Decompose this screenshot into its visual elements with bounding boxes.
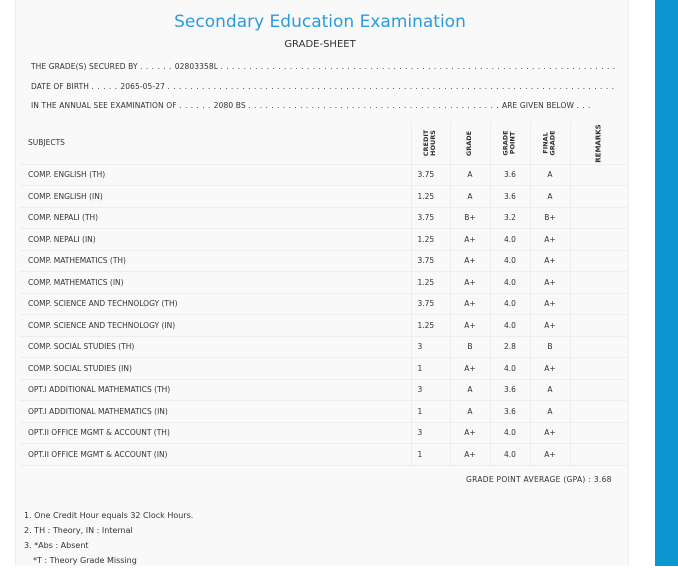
credit-hours-cell: 3.75 — [411, 250, 450, 272]
final-grade-cell: A+ — [530, 229, 570, 251]
grade-point-cell: 4.0 — [490, 272, 530, 294]
subject-cell: COMP. SCIENCE AND TECHNOLOGY (TH) — [20, 293, 411, 315]
subject-cell: COMP. ENGLISH (TH) — [20, 164, 411, 186]
remarks-cell — [570, 293, 627, 315]
grade-cell: A+ — [450, 250, 490, 272]
table-row — [20, 336, 627, 358]
side-accent-bar — [655, 0, 678, 566]
note-item: 1. One Credit Hour equals 32 Clock Hours. — [24, 511, 194, 520]
credit-hours-header: CREDIT HOURS — [411, 122, 450, 164]
credit-hours-cell: 1 — [411, 444, 450, 466]
grade-cell: A+ — [450, 315, 490, 337]
remarks-cell — [570, 207, 627, 229]
subject-cell: OPT.II OFFICE MGMT & ACCOUNT (IN) — [20, 444, 411, 466]
subject-cell: OPT.I ADDITIONAL MATHEMATICS (IN) — [20, 401, 411, 423]
table-header-row — [20, 122, 627, 164]
remarks-cell — [570, 272, 627, 294]
grade-point-cell: 4.0 — [490, 229, 530, 251]
credit-hours-cell: 1 — [411, 401, 450, 423]
gpa-label: GRADE POINT AVERAGE (GPA) : — [466, 475, 592, 484]
grade-cell: A+ — [450, 293, 490, 315]
table-row — [20, 164, 627, 186]
grade-point-cell: 3.6 — [490, 164, 530, 186]
table-row — [20, 379, 627, 401]
final-grade-cell: A+ — [530, 358, 570, 380]
grade-point-cell: 4.0 — [490, 444, 530, 466]
table-row — [20, 186, 627, 208]
grade-point-cell: 4.0 — [490, 250, 530, 272]
final-grade-cell: A+ — [530, 293, 570, 315]
dob-value: 2065-05-27 — [120, 82, 165, 91]
grade-point-header: GRADE POINT — [490, 122, 530, 164]
sheet-title: GRADE-SHEET — [284, 39, 356, 50]
dob-line: DATE OF BIRTH . . . . . 2065-05-27 . . . . . . . . . . . . . . . . . . . . . . . . . . . . . . . . . . . . . . . . . . . . . . . . . . . . . . . . . . . . . . . . . . . . . . . . . . . . . . — [31, 82, 615, 91]
grade-point-cell: 2.8 — [490, 336, 530, 358]
final-grade-cell: A — [530, 379, 570, 401]
table-row — [20, 229, 627, 251]
subject-cell: OPT.I ADDITIONAL MATHEMATICS (TH) — [20, 379, 411, 401]
final-grade-cell: A — [530, 401, 570, 423]
final-grade-cell: B+ — [530, 207, 570, 229]
final-grade-header: FINAL GRADE — [530, 122, 570, 164]
credit-hours-cell: 1.25 — [411, 186, 450, 208]
grade-cell: A+ — [450, 358, 490, 380]
grade-header: GRADE — [450, 122, 490, 164]
credit-hours-cell: 3.75 — [411, 293, 450, 315]
final-grade-cell: A+ — [530, 272, 570, 294]
subject-cell: COMP. SOCIAL STUDIES (IN) — [20, 358, 411, 380]
grade-cell: A+ — [450, 422, 490, 444]
credit-hours-cell: 3 — [411, 336, 450, 358]
gpa-value: 3.68 — [593, 475, 612, 484]
table-row — [20, 207, 627, 229]
grade-cell: A+ — [450, 272, 490, 294]
grade-point-cell: 3.6 — [490, 186, 530, 208]
credit-hours-cell: 3 — [411, 379, 450, 401]
final-grade-cell: A+ — [530, 422, 570, 444]
remarks-cell — [570, 164, 627, 186]
symbol-number: 02803358L — [174, 62, 219, 71]
note-item: 2. TH : Theory, IN : Internal — [24, 526, 133, 535]
remarks-cell — [570, 444, 627, 466]
credit-hours-cell: 3 — [411, 422, 450, 444]
subject-cell: COMP. ENGLISH (IN) — [20, 186, 411, 208]
note-item: 3. *Abs : Absent — [24, 541, 89, 550]
grade-point-cell: 3.6 — [490, 379, 530, 401]
remarks-cell — [570, 422, 627, 444]
exam-label: IN THE ANNUAL SEE EXAMINATION OF — [31, 101, 177, 110]
subject-cell: COMP. NEPALI (IN) — [20, 229, 411, 251]
remarks-cell — [570, 401, 627, 423]
remarks-cell — [570, 336, 627, 358]
grade-cell: B+ — [450, 207, 490, 229]
grade-point-cell: 4.0 — [490, 422, 530, 444]
remarks-cell — [570, 229, 627, 251]
grade-point-cell: 4.0 — [490, 358, 530, 380]
grade-table — [20, 122, 627, 466]
table-row — [20, 358, 627, 380]
subjects-header: SUBJECTS — [20, 122, 411, 164]
subject-cell: COMP. MATHEMATICS (IN) — [20, 272, 411, 294]
credit-hours-cell: 1 — [411, 358, 450, 380]
grade-point-cell: 4.0 — [490, 315, 530, 337]
table-row — [20, 444, 627, 466]
credit-hours-cell: 3.75 — [411, 207, 450, 229]
grade-secured-label: THE GRADE(S) SECURED BY — [31, 62, 138, 71]
exam-suffix: ARE GIVEN BELOW — [502, 101, 574, 110]
grade-cell: A+ — [450, 444, 490, 466]
table-row — [20, 422, 627, 444]
table-row — [20, 272, 627, 294]
credit-hours-cell: 3.75 — [411, 164, 450, 186]
subject-cell: OPT.II OFFICE MGMT & ACCOUNT (TH) — [20, 422, 411, 444]
remarks-cell — [570, 358, 627, 380]
table-row — [20, 250, 627, 272]
final-grade-cell: B — [530, 336, 570, 358]
grade-cell: A — [450, 186, 490, 208]
credit-hours-cell: 1.25 — [411, 272, 450, 294]
subject-cell: COMP. SCIENCE AND TECHNOLOGY (IN) — [20, 315, 411, 337]
final-grade-cell: A+ — [530, 250, 570, 272]
note-item: *T : Theory Grade Missing — [33, 556, 137, 565]
final-grade-cell: A+ — [530, 315, 570, 337]
remarks-cell — [570, 379, 627, 401]
grade-cell: B — [450, 336, 490, 358]
credit-hours-cell: 1.25 — [411, 315, 450, 337]
grade-cell: A — [450, 164, 490, 186]
remarks-cell — [570, 315, 627, 337]
exam-year: 2080 BS — [213, 101, 246, 110]
grade-cell: A — [450, 379, 490, 401]
remarks-cell — [570, 186, 627, 208]
dob-label: DATE OF BIRTH — [31, 82, 90, 91]
table-row — [20, 401, 627, 423]
final-grade-cell: A — [530, 186, 570, 208]
grade-point-cell: 3.6 — [490, 401, 530, 423]
final-grade-cell: A+ — [530, 444, 570, 466]
subject-cell: COMP. NEPALI (TH) — [20, 207, 411, 229]
grade-point-cell: 3.2 — [490, 207, 530, 229]
remarks-cell — [570, 250, 627, 272]
grade-point-cell: 4.0 — [490, 293, 530, 315]
table-row — [20, 315, 627, 337]
remarks-header: REMARKS — [570, 122, 627, 164]
subject-cell: COMP. SOCIAL STUDIES (TH) — [20, 336, 411, 358]
grade-secured-line: THE GRADE(S) SECURED BY . . . . . . 02803358L . . . . . . . . . . . . . . . . . . . . . . . . . . . . . . . . . . . . . . . . . . . . . . . . . . . . . . . . . . . . . . . . . . . . . — [31, 62, 616, 71]
subject-cell: COMP. MATHEMATICS (TH) — [20, 250, 411, 272]
exam-line: IN THE ANNUAL SEE EXAMINATION OF . . . . . . 2080 BS . . . . . . . . . . . . . . . . . . . . . . . . . . . . . . . . . . . . . . . . . . . . ARE GIVEN BELOW . . . — [31, 101, 591, 110]
gpa-line — [466, 475, 612, 484]
notes-list — [24, 508, 193, 568]
exam-title: Secondary Education Examination — [174, 12, 466, 32]
credit-hours-cell: 1.25 — [411, 229, 450, 251]
final-grade-cell: A — [530, 164, 570, 186]
table-row — [20, 293, 627, 315]
grade-cell: A+ — [450, 229, 490, 251]
grade-cell: A — [450, 401, 490, 423]
